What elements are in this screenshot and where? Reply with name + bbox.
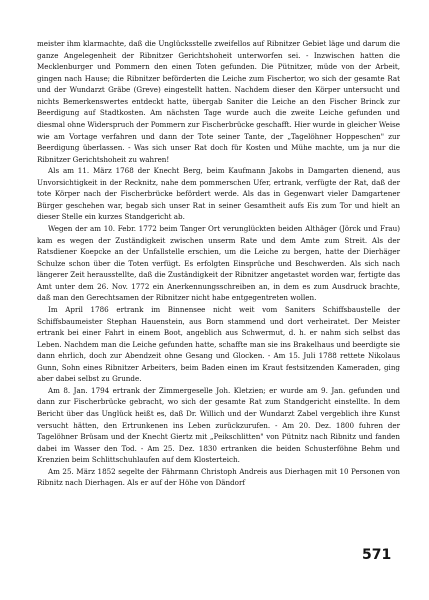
paragraph: Am 25. März 1852 segelte der Fährmann Christoph Andreis aus Dierhagen mit 10 Personen von Ribnitz nach Dierhagen. Als er auf der Höhe von Dändorf [37, 466, 400, 488]
paragraph: Am 8. Jan. 1794 ertrank der Zimmergeselle Joh. Kletzien; er wurde am 9. Jan. gefunden und dann zur Fischerbrücke gebracht, wo sich der gesamte Rat zum Standgericht einstellte. In dem Bericht über das Unglück heißt es, daß Dr. Willich und der Wundarzt Zabel vergeblich ihre Kunst versucht hätten, den Ertrunkenen ins Leben zurückzurufen. - Am 20. Dez. 1800 fuhren der Tagelöhner Brüsam und der Knecht Giertz mit „Peikschlitten" von Pütnitz nach Ribnitz und fanden dabei im Wasser den Tod. - Am 25. Dez. 1830 ertranken die beiden Schusterföhne Behm und Krenzien beim Schlittschuhlaufen auf dem Klosterteich. [37, 385, 400, 465]
paragraph: meister ihm klarmachte, daß die Unglücksstelle zweifellos auf Ribnitzer Gebiet läge und darum die ganze Angelegenheit der Ribnitzer Gerichtshoheit unterworfen sei. - Inzwischen hatten die Mecklenburger und Pommern den einen Toten gefunden. Die Pütnitzer, müde von der Arbeit, gingen nach Hause; die Ribnitzer beförderten die Leiche zum Fischertor, wo sich der gesamte Rat und der Wundarzt Gräbe (Greve) eingestellt hatten. Nachdem dieser den Körper untersucht und nichts Bemerkenswertes entdeckt hatte, übergab Saniter die Leiche an den Fischer Brinck zur Beerdigung auf Stadtkosten. Am nächsten Tage wurde auch die zweite Leiche gefunden und diesmal ohne Widerspruch der Pommern zur Fischerbrücke geschafft. Hier wurde in gleicher Weise wie am Vortage verfahren und dann der Tote seiner Tante, der „Tagelöhner Hoppeschen" zur Beerdigung überlassen. - Was sich unser Rat doch für Kosten und Mühe machte, um ja nur die Ribnitzer Gerichtshoheit zu wahren! [37, 39, 400, 164]
page-number: 571 [362, 547, 392, 563]
paragraph: Wegen der am 10. Febr. 1772 beim Tanger Ort verunglückten beiden Althäger (Jörck und Frau) kam es wegen der Zuständigkeit zwischen unserm Rate und dem Amte zum Streit. Als der Ratsdiener Koepcke an der Unfallstelle erschien, um die Leiche zu bergen, hatte der Dierhäger Schulze schon über die Toten verfügt. Es erfolgten Einsprüche und Beschwerden. Als sich nach längerer Zeit herausstellte, daß die Zuständigkeit der Ribnitzer angetastet worden war, fertigte das Amt unter dem 26. Nov. 1772 ein Anerkennungsschreiben an, in dem es zum Ausdruck brachte, daß man den Gerechtsamen der Ribnitzer nicht habe entgegentreten wollen. [37, 224, 400, 303]
paragraph: Im April 1786 ertrank im Binnensee nicht weit vom Saniters Schiffsbaustelle der Schiffsbaumeister Stephan Hauenstein, aus Born stammend und dort verheiratet. Der Meister ertrank bei einer Fahrt in einem Boot, angeblich aus Schwermut, d. h. er nahm sich selbst das Leben. Nachdem man die Leiche gefunden hatte, schaffte man sie ins Brakelhaus und beerdigte sie dann ehrlich, doch zur Abendzeit ohne Gesang und Glocken. - Am 15. Juli 1788 rettete Nikolaus Gunn, Sohn eines Ribnitzer Arbeiters, beim Baden einen im Kraut festsitzenden Kameraden, ging aber dabei selbst zu Grunde. [37, 304, 400, 384]
body-text [37, 38, 400, 489]
paragraph: Als am 11. März 1768 der Knecht Berg, beim Kaufmann Jakobs in Damgarten dienend, aus Unvorsichtigkeit in der Recknitz, nahe dem pommerschen Ufer, ertrank, verfügte der Rat, daß der tote Körper nach der Fischerbrücke befördert werde. Als das in Gegenwart vieler Damgartener Bürger geschehen war, begab sich unser Rat in seiner Gesamtheit aufs Eis zum Tor und hielt an dieser Stelle ein kurzes Standgericht ab. [37, 166, 400, 222]
